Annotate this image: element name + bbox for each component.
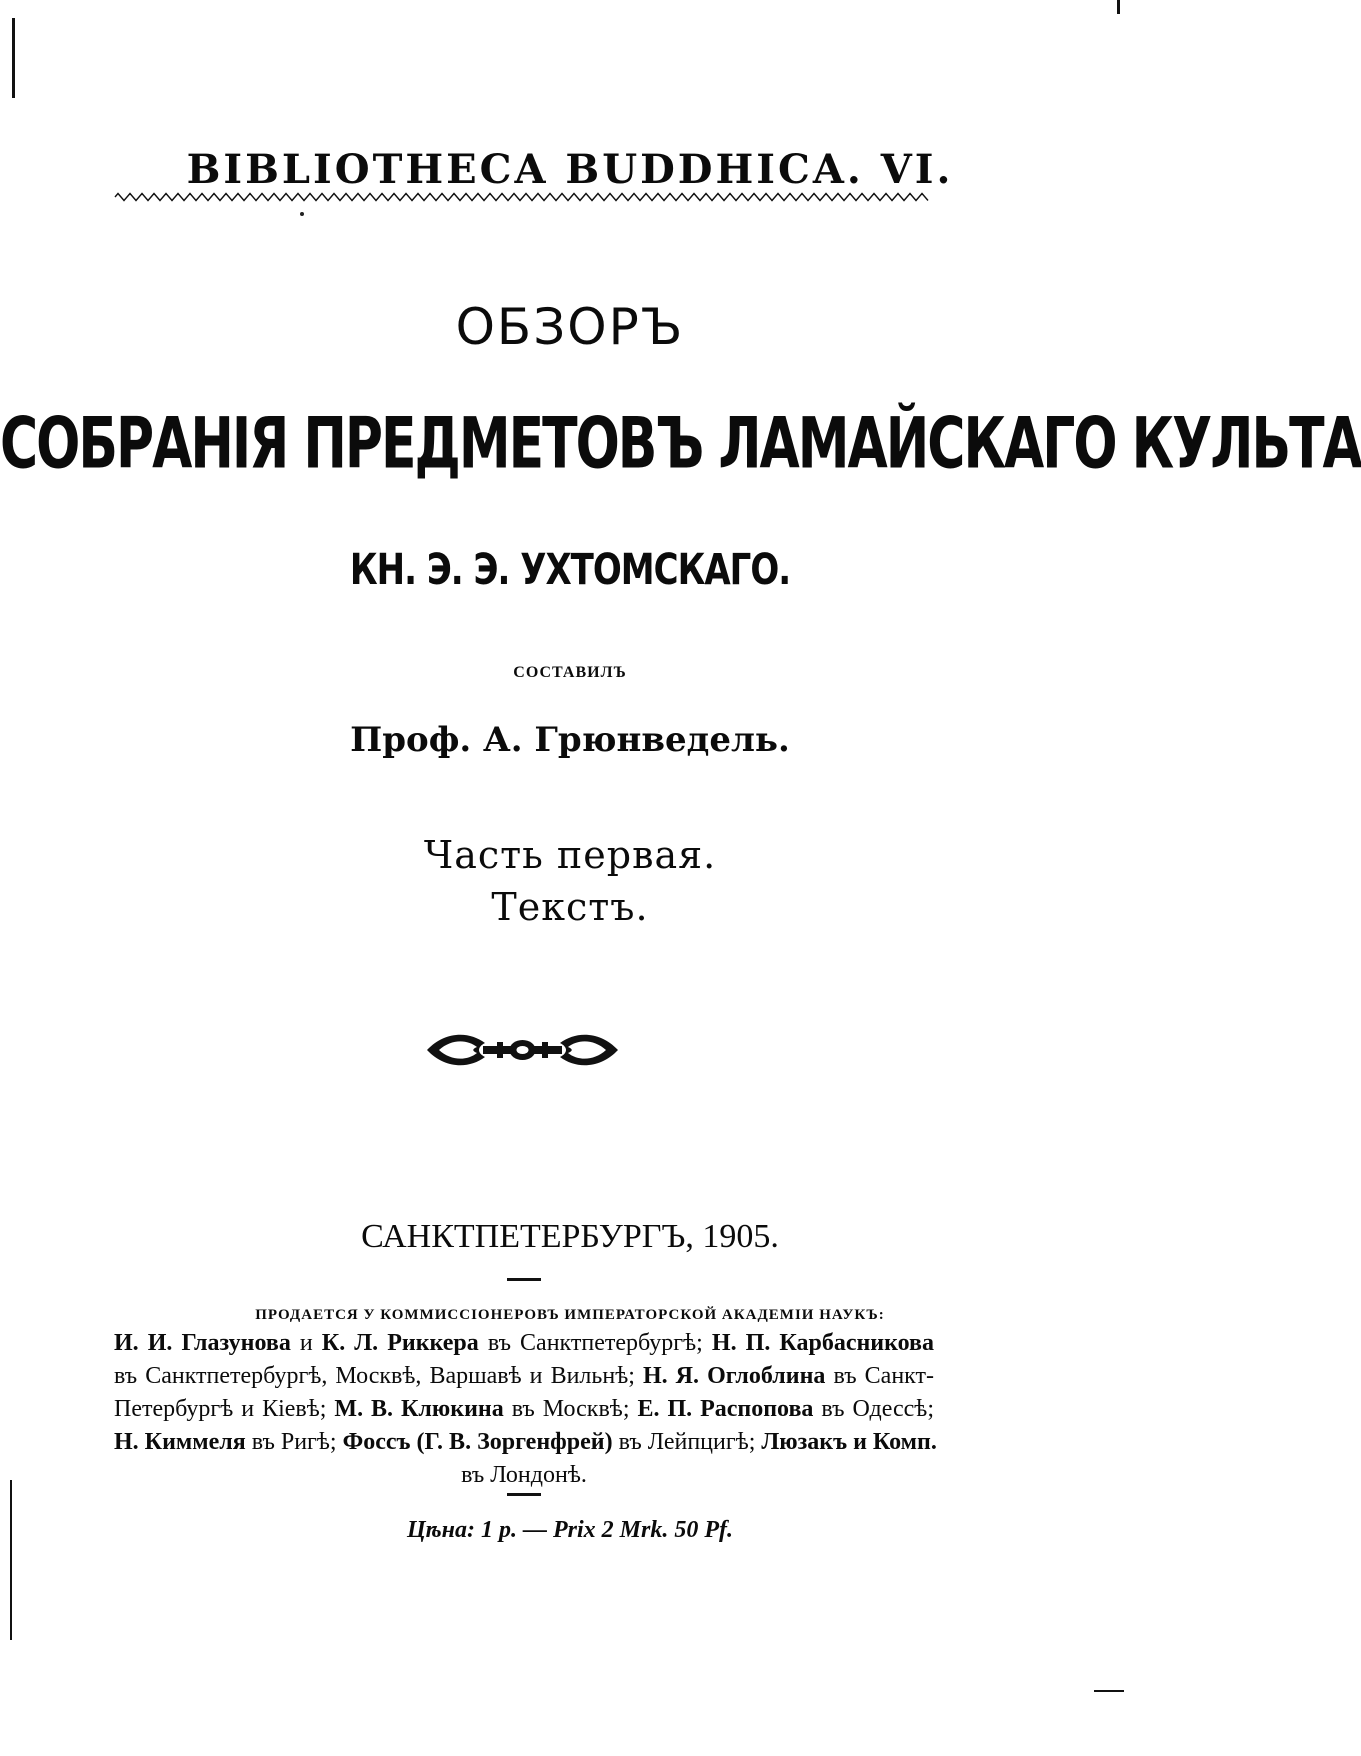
part-type: Текстъ. (491, 885, 649, 929)
agents-line (114, 1426, 937, 1459)
vajra-ornament-icon (425, 1025, 620, 1075)
agents-line (114, 1360, 934, 1393)
author: Проф. А. Грюнведель. (350, 720, 790, 760)
agent-name: Люзакъ и Комп. (761, 1429, 937, 1455)
agent-name: Н. Я. Оглоблина (642, 1363, 826, 1389)
scan-margin-mark (10, 1480, 12, 1640)
agent-text: въ Санкт- (825, 1363, 934, 1389)
agents-line (114, 1327, 934, 1360)
agent-name: К. Л. Риккера (321, 1330, 479, 1356)
place-and-year: САНКТПЕТЕРБУРГЪ, 1905. (361, 1218, 779, 1255)
agent-name: Н. П. Карбасникова (711, 1330, 934, 1356)
wavy-rule (115, 192, 930, 202)
agent-text: и (290, 1330, 322, 1356)
subtitle: СОБРАНІЯ ПРЕДМЕТОВЪ ЛАМАЙСКАГО КУЛЬТА (0, 404, 1361, 485)
scan-margin-mark (12, 18, 15, 98)
collection-owner: КН. Э. Э. УХТОМСКАГО. (349, 545, 791, 595)
agent-text: въ Санктпетербургѣ, Москвѣ, Варшавѣ и Вильнѣ; (114, 1363, 643, 1389)
agent-text: въ Лейпцигѣ; (612, 1429, 762, 1455)
agents-list (114, 1327, 937, 1492)
compiled-by-label: СОСТАВИЛЪ (513, 664, 627, 681)
part-number: Часть первая. (423, 833, 717, 877)
agent-text: въ Одессѣ; (813, 1396, 934, 1422)
agent-name: Н. Киммеля (114, 1429, 246, 1455)
sold-by-heading: ПРОДАЕТСЯ У КОММИССІОНЕРОВЪ ИМПЕРАТОРСКОЙ АКАДЕМІИ НАУКЪ: (255, 1307, 885, 1323)
agent-name: М. В. Клюкина (334, 1396, 504, 1422)
agent-name: Е. П. Распопова (637, 1396, 814, 1422)
speck (300, 212, 304, 216)
agents-line (114, 1393, 934, 1426)
price: Цѣна: 1 р. — Prix 2 Mrk. 50 Pf. (407, 1517, 733, 1543)
scan-margin-mark (1094, 1690, 1124, 1692)
agent-text: въ Лондонѣ. (461, 1462, 587, 1488)
agent-text: въ Санктпетербургѣ; (478, 1330, 712, 1356)
agent-text: въ Ригѣ; (245, 1429, 343, 1455)
agent-name: И. И. Глазунова (114, 1330, 291, 1356)
scan-margin-mark (1117, 0, 1120, 14)
agents-line (114, 1459, 934, 1492)
agent-text: Петербургѣ и Кіевѣ; (114, 1396, 335, 1422)
short-rule (507, 1278, 541, 1281)
agent-text: въ Москвѣ; (503, 1396, 638, 1422)
agent-name: Фоссъ (Г. В. Зоргенфрей) (342, 1429, 613, 1455)
series-title: BIBLIOTHECA BUDDHICA. VI. (186, 146, 954, 193)
short-rule (507, 1493, 541, 1496)
main-title: ОБЗОРЪ (455, 298, 685, 356)
